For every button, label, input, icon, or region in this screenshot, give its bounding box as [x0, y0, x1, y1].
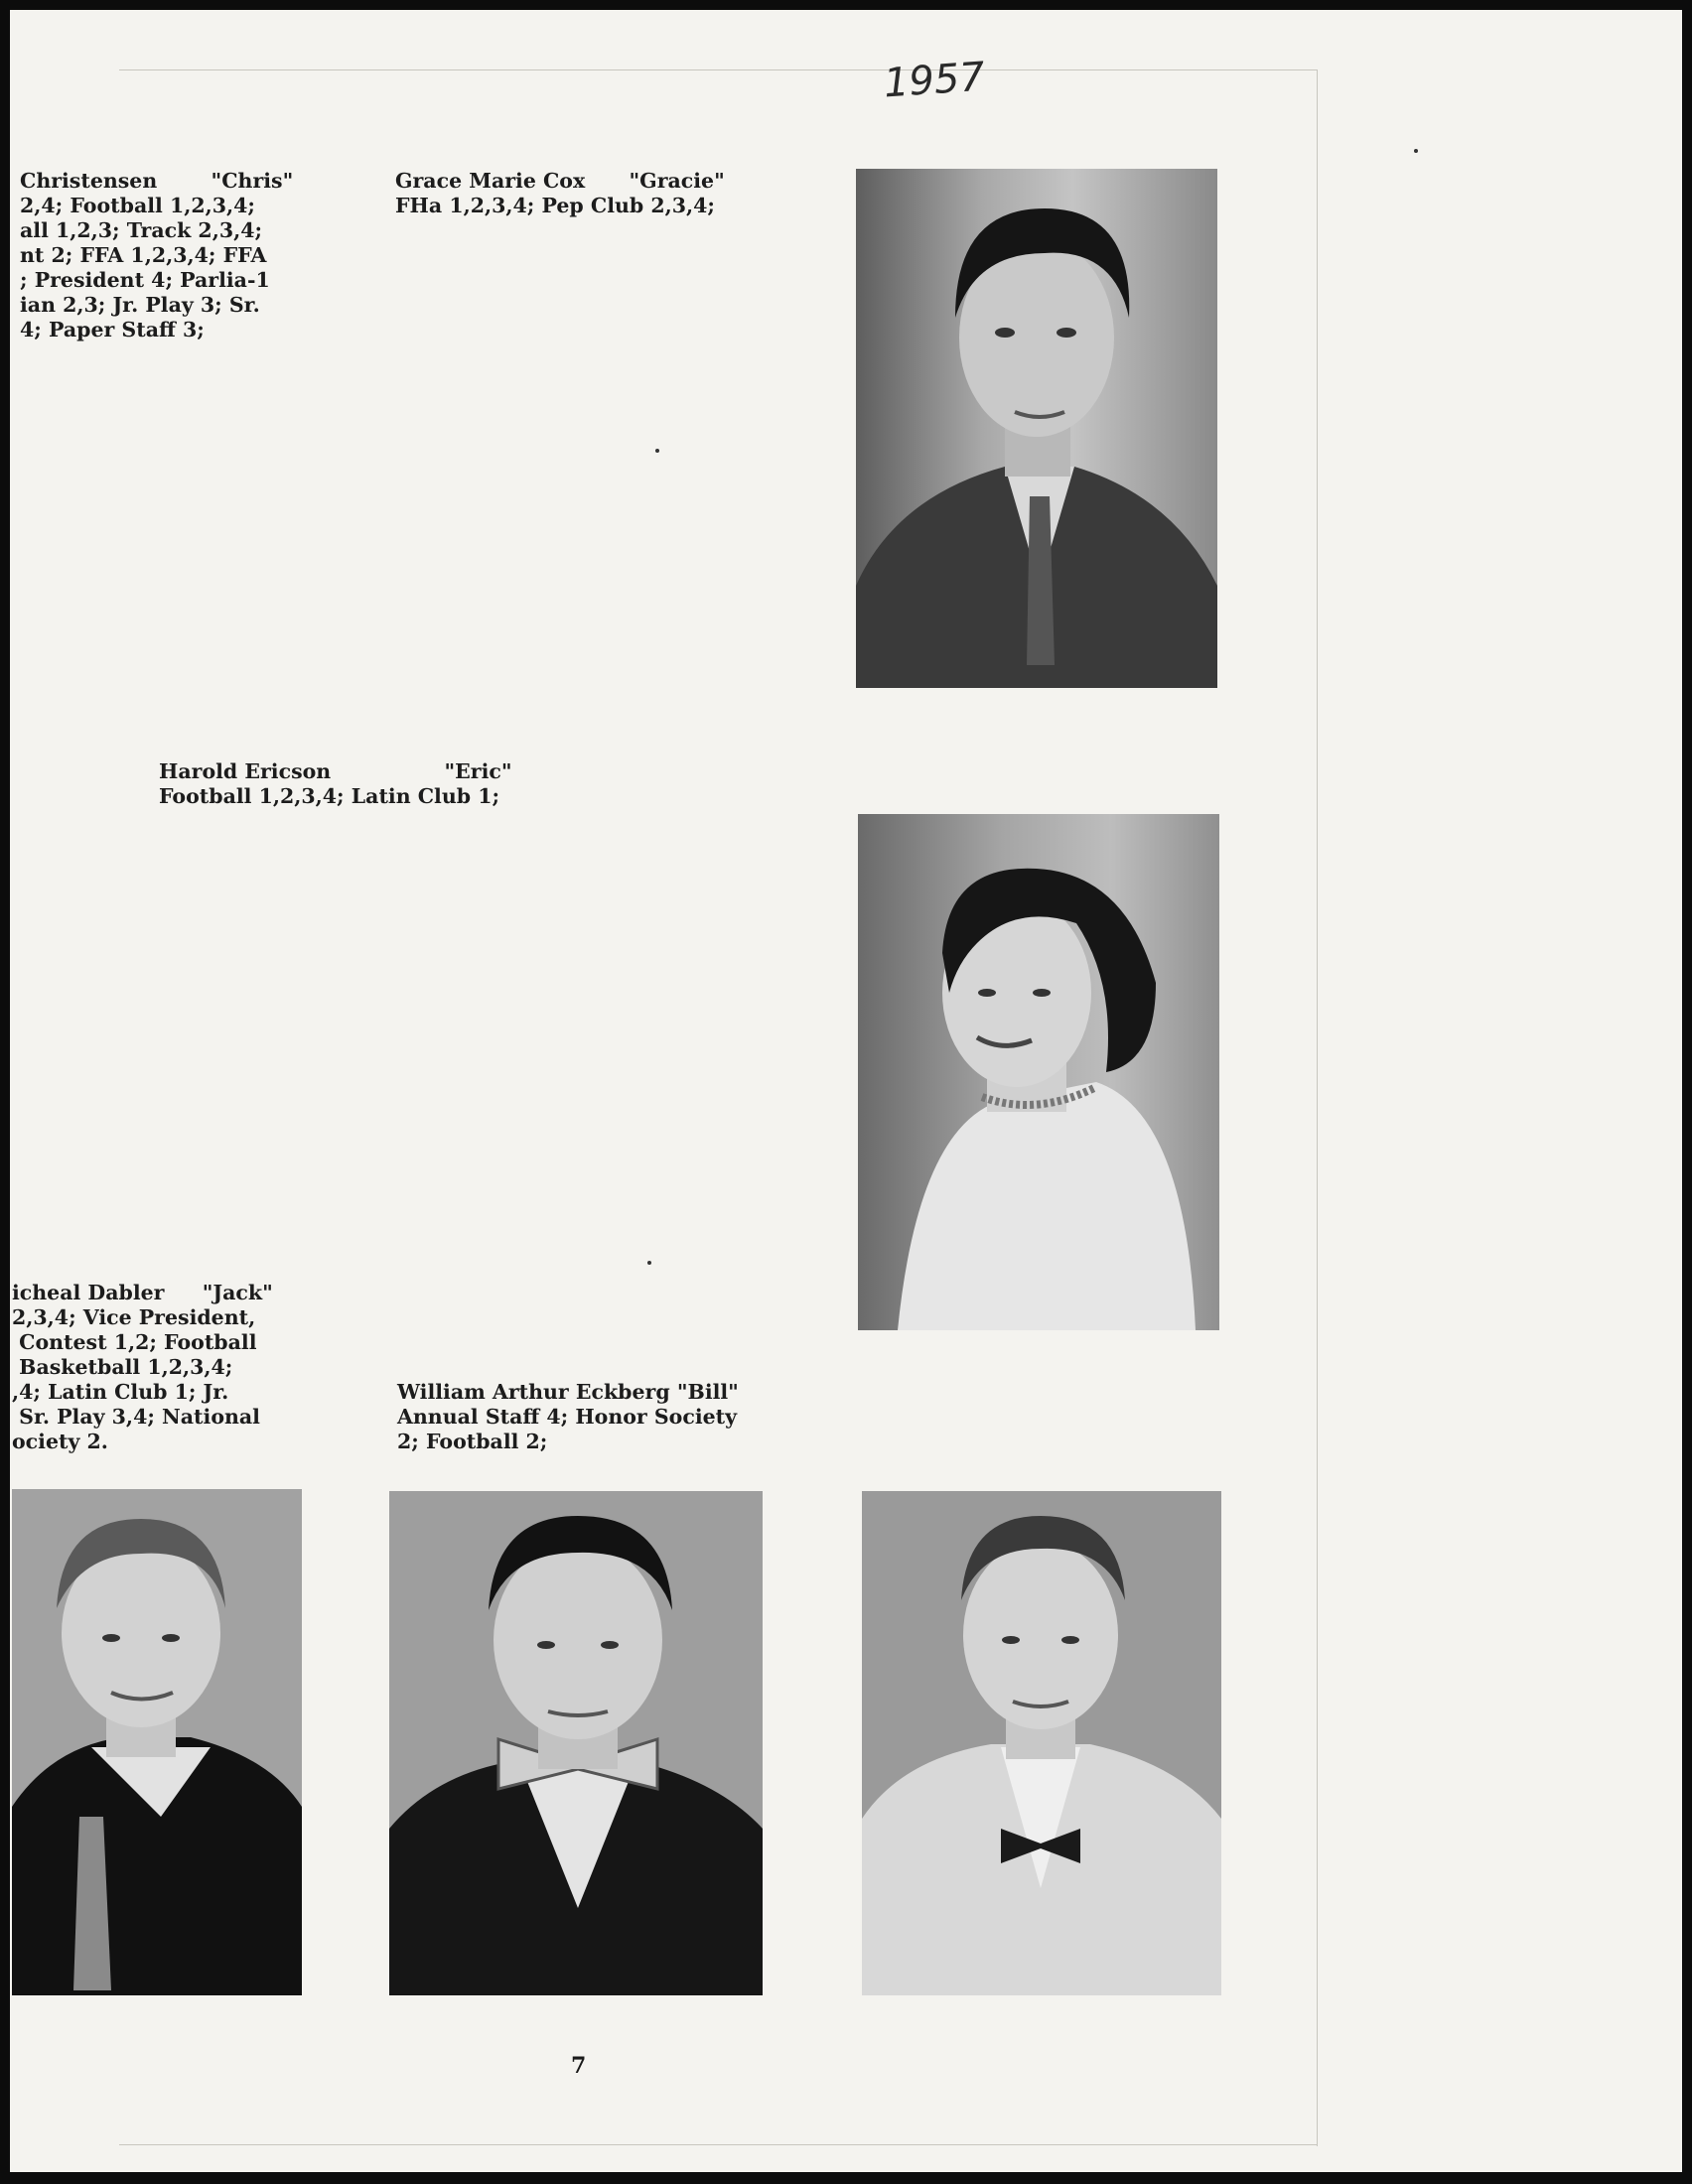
paper-edge — [119, 69, 1317, 70]
activities-line: Basketball 1,2,3,4; — [12, 1355, 233, 1379]
handwritten-year: 1957 — [882, 54, 987, 107]
student-nickname: "Gracie" — [629, 169, 725, 193]
bio-micheal-dabler — [12, 1281, 273, 1454]
scan-border-right — [1682, 0, 1692, 2184]
portrait-young-man-light-jacket-bowtie — [862, 1491, 1221, 1995]
student-nickname: "Eric" — [444, 759, 512, 783]
paper-edge — [1317, 69, 1318, 2146]
activities-line: Contest 1,2; Football — [12, 1330, 257, 1354]
portrait-photo — [862, 1491, 1221, 1995]
activities-line: ian 2,3; Jr. Play 3; Sr. — [20, 293, 260, 317]
activities-line: 2,3,4; Vice President, — [12, 1305, 256, 1329]
activities-line: Sr. Play 3,4; National — [12, 1405, 260, 1429]
student-name: Harold Ericson — [159, 759, 332, 783]
student-name: icheal Dabler — [12, 1281, 165, 1304]
scan-speck — [647, 1261, 651, 1265]
student-name: Christensen — [20, 169, 158, 193]
activities-line: 2; Football 2; — [397, 1430, 548, 1453]
activities-line: all 1,2,3; Track 2,3,4; — [20, 218, 263, 242]
student-name: Grace Marie Cox — [395, 169, 586, 193]
portrait-photo — [12, 1489, 302, 1995]
activities-line: Football 1,2,3,4; Latin Club 1; — [159, 784, 500, 808]
bio-christensen — [20, 169, 293, 342]
scan-speck — [655, 449, 659, 453]
activities-line: nt 2; FFA 1,2,3,4; FFA — [20, 243, 267, 267]
portrait-photo — [389, 1491, 763, 1995]
student-nickname: "Bill" — [676, 1380, 739, 1404]
scan-border-left — [0, 0, 10, 2184]
portrait-young-woman — [858, 814, 1219, 1330]
bio-william-arthur-eckberg — [397, 1380, 739, 1454]
student-nickname: "Chris" — [211, 169, 294, 193]
portrait-photo — [858, 814, 1219, 1330]
page-number: 7 — [571, 2053, 587, 2079]
portrait-young-man-tweed-jacket — [856, 169, 1217, 688]
bio-harold-ericson — [159, 759, 512, 809]
paper-edge — [119, 2144, 1317, 2145]
activities-line: FHa 1,2,3,4; Pep Club 2,3,4; — [395, 194, 716, 217]
scan-border-top — [0, 0, 1692, 10]
activities-line: Annual Staff 4; Honor Society — [397, 1405, 738, 1429]
portrait-young-man-checked-bowtie — [389, 1491, 763, 1995]
activities-line: ; President 4; Parlia-1 — [20, 268, 270, 292]
activities-line: 4; Paper Staff 3; — [20, 318, 205, 341]
student-nickname: "Jack" — [202, 1281, 273, 1304]
portrait-young-man-dark-suit-tie — [12, 1489, 302, 1995]
bio-grace-marie-cox — [395, 169, 725, 218]
scan-border-bottom — [0, 2172, 1692, 2184]
activities-line: ociety 2. — [12, 1430, 108, 1453]
activities-line: ,4; Latin Club 1; Jr. — [12, 1380, 229, 1404]
scan-speck — [1414, 149, 1418, 153]
portrait-photo — [856, 169, 1217, 688]
student-name: William Arthur Eckberg — [397, 1380, 670, 1404]
activities-line: 2,4; Football 1,2,3,4; — [20, 194, 255, 217]
